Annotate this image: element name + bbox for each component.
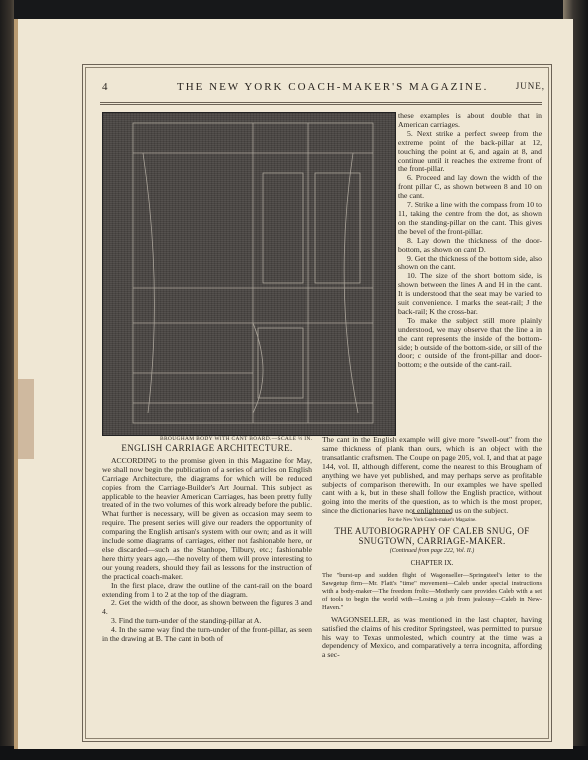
article-para: ACCORDING to the promise given in this Magazine for May, we shall now begin the publication of a series of articles on English Carriage Architecture, the diagrams for which will be reduced copies from the Carriage-Builder's Art Journal. This subject as applicable to the heavier American Carriages, has been pretty fully treated of in the two volumes of this work already before the public. What further is necessary, will be given as occasion may seem to require. The present series will give our readers the opportunity of comparing the English artisan's system with our own; and as it will include some diagrams of carriages, either not fashionable here, or else discarded—such as the Stanhope, Tilbury, etc.; fashionable here thirty years ago,—the novelty of them will prove interesting to our young readers, should they fail as lessons for the instruction of the practical coach-maker. <box>102 455 312 581</box>
brougham-diagram <box>102 112 396 436</box>
right-article <box>322 511 542 660</box>
right-para: To make the subject still more plainly understood, we may observe that the line a in the cant represents the inside of the bottom-side; b outside of the bottom-side, or sill of the door; c outside of the front-pillar and door-bottom; e the outside of the cant-rail. <box>398 315 542 370</box>
article-para: In the first place, draw the outline of the cant-rail on the board extending from 1 to 2 at the top of the diagram. <box>102 580 312 599</box>
wrapped-paragraph <box>322 436 542 516</box>
right-para: 7. Strike a line with the compass from 10 to 11, taking the centre from the dot, as shown on the standing-pillar on the cant. This gives the bevel of the front-pillar. <box>398 200 542 236</box>
article-para: 3. Find the turn-under of the standing-pillar at A. <box>111 616 262 626</box>
continued-note: (Continued from page 222, Vol. II.) <box>389 547 475 554</box>
right-para: 9. Get the thickness of the bottom side, also shown on the cant. <box>398 253 542 272</box>
page-stain <box>18 379 34 459</box>
article-heading: ENGLISH CARRIAGE ARCHITECTURE. <box>121 443 293 453</box>
header-month: JUNE, <box>515 81 545 91</box>
right-column-text <box>398 112 542 370</box>
article-note: For the New York Coach-maker's Magazine. <box>387 518 477 523</box>
running-header <box>90 80 545 98</box>
right-para: 6. Proceed and lay down the width of the front pillar C, as shown between 8 and 10 on the cant. <box>398 173 542 201</box>
magazine-title: THE NEW YORK COACH-MAKER'S MAGAZINE. <box>177 81 489 93</box>
article-para: 4. In the same way find the turn-under of the front-pillar, as seen in the drawing at B. The cant in both of <box>102 625 312 644</box>
article-title-line1: THE AUTOBIOGRAPHY OF CALEB SNUG, OF <box>334 525 530 536</box>
section-rule <box>412 513 452 514</box>
right-para: these examples is about double that in American carriages. <box>398 111 542 129</box>
diagram-lines <box>103 113 395 435</box>
right-para: 10. The size of the short bottom side, is shown between the lines A and H in the cant. It is understood that the seat may be varied to suit convenience. I marks the seat-rail; J the back-rail; K the cross-bar. <box>398 271 542 316</box>
diagram-caption: BROUGHAM BODY WITH CANT BOARD.—SCALE ½ IN. <box>160 436 313 442</box>
article-para: 2. Get the width of the door, as shown between the figures 3 and 4. <box>102 598 312 617</box>
right-para: 8. Lay down the thickness of the door-bottom, as shown on cant D. <box>398 235 542 254</box>
right-para: The cant in the English example will give more "swell-out" from the same thickness of plank than ours, which is an object with the transatlantic craftsmen. The Coupe on page 205, vol. I, and that at page 144, vol. II, although different, come the nearest to this Brougham of anything we have yet published, and may perhaps serve as profitable subjects of comparison therewith. In our examples we have spelled cant with a k, but in these shall follow the English practice, without going into the merits of the question, as to which is the most proper, since the dictionaries have not enlightened us on the subject. <box>322 435 542 516</box>
page-number: 4 <box>102 81 108 93</box>
chapter-summary: The "burst-up and sudden flight of Wagonseller—Springsteel's letter to the Sawgetup firm—Mr. Flatt's "time" movement—Caleb under special instructions with a body-maker—The freedom frolic—Motherly care provides Caleb with a set of tools to begin the world with—Losing a job from jealousy—Caleb in New-Haven." <box>322 571 542 611</box>
article-para: WAGONSELLER, as was mentioned in the last chapter, having satisfied the claims of his creditor Springsteel, was permitted to pursue his way to Texas unmolested, which country at the time was a dependency of Mexico, and comparatively a terra incognita, affording a sec- <box>322 614 542 660</box>
header-rule <box>100 102 542 105</box>
left-article <box>102 444 312 644</box>
article-title-line2: SNUGTOWN, CARRIAGE-MAKER. <box>358 535 506 546</box>
right-para: 5. Next strike a perfect sweep from the extreme point of the back-pillar at 12, touching the point at 6, and again at 8, and continue until it reaches the extreme front of the front-pillar. <box>398 128 542 174</box>
chapter-heading: CHAPTER IX. <box>410 558 454 567</box>
